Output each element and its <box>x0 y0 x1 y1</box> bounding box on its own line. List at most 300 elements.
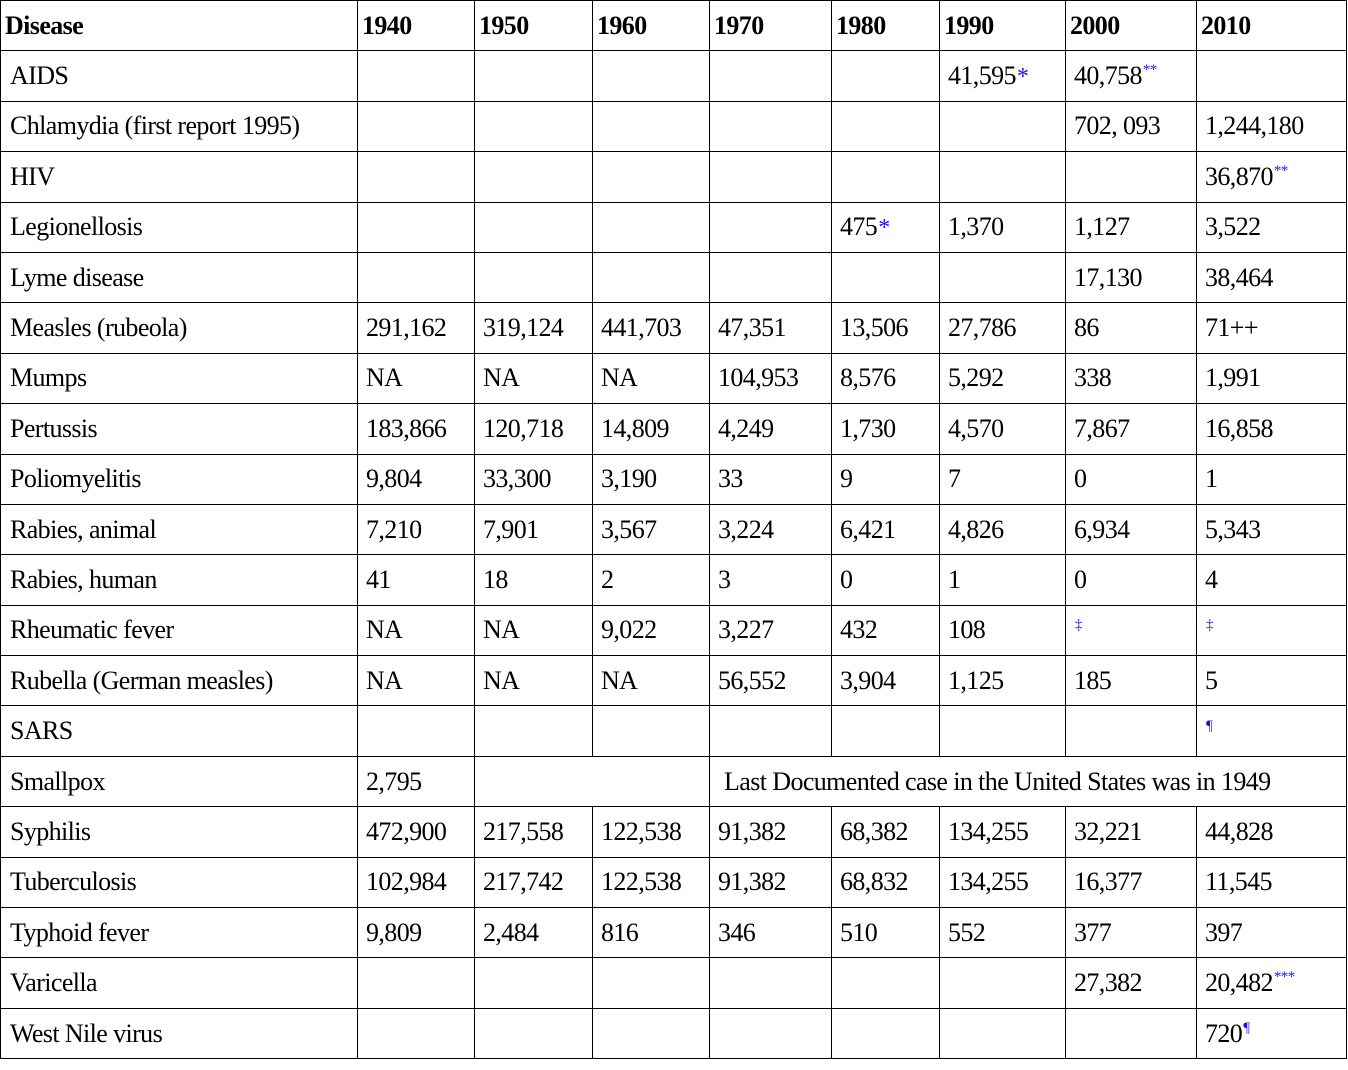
value-cell <box>710 504 832 554</box>
value-cell <box>940 908 1066 958</box>
disease-name-cell: Rubella (German measles) <box>1 656 358 706</box>
value-cell <box>710 807 832 857</box>
cell-value: 5 <box>1205 665 1218 695</box>
cell-value: 185 <box>1074 665 1112 695</box>
smallpox-note: Last Documented case in the United States was in 1949 <box>710 756 1347 806</box>
value-cell <box>710 706 832 756</box>
cell-value: 7,210 <box>366 514 422 544</box>
header-row <box>1 1 1347 51</box>
value-cell <box>1066 202 1197 252</box>
value-cell <box>940 101 1066 151</box>
value-cell <box>358 706 475 756</box>
disease-name-cell: Rabies, animal <box>1 504 358 554</box>
value-cell <box>940 404 1066 454</box>
value-cell <box>593 252 710 302</box>
value-cell <box>475 252 593 302</box>
disease-name-cell: AIDS <box>1 51 358 101</box>
value-cell <box>710 252 832 302</box>
value-cell <box>475 555 593 605</box>
value-cell <box>940 504 1066 554</box>
cell-value: 27,382 <box>1074 968 1142 998</box>
cell-value: 1,125 <box>948 665 1004 695</box>
empty-cell <box>475 756 710 806</box>
value-cell <box>593 656 710 706</box>
cell-value: 702, 093 <box>1074 111 1161 141</box>
value-cell <box>475 656 593 706</box>
cell-value: 397 <box>1205 917 1243 947</box>
value-cell <box>710 454 832 504</box>
value-cell <box>1066 555 1197 605</box>
cell-value: NA <box>483 363 520 393</box>
disease-name-cell: Syphilis <box>1 807 358 857</box>
value-cell <box>1066 958 1197 1008</box>
cell-value: 41 <box>366 564 391 594</box>
value-cell <box>593 454 710 504</box>
cell-value: 346 <box>718 917 756 947</box>
value-cell <box>1197 706 1347 756</box>
cell-value: 91,382 <box>718 867 786 897</box>
value-cell <box>710 152 832 202</box>
value-cell <box>940 605 1066 655</box>
value-cell <box>832 202 940 252</box>
value-cell <box>1066 908 1197 958</box>
value-cell <box>832 51 940 101</box>
value-cell <box>358 756 475 806</box>
value-cell <box>593 101 710 151</box>
value-cell <box>1197 908 1347 958</box>
cell-value: 183,866 <box>366 413 447 443</box>
value-cell <box>940 706 1066 756</box>
value-cell <box>832 1008 940 1058</box>
value-cell <box>940 252 1066 302</box>
cell-value: 86 <box>1074 313 1099 343</box>
value-cell <box>832 303 940 353</box>
value-cell <box>1066 706 1197 756</box>
disease-name-cell: Legionellosis <box>1 202 358 252</box>
value-cell <box>832 656 940 706</box>
value-cell <box>1197 605 1347 655</box>
column-header-1990: 1990 <box>940 1 1066 51</box>
value-cell <box>1197 101 1347 151</box>
footnote-mark: ** <box>1142 62 1157 79</box>
value-cell <box>940 152 1066 202</box>
value-cell <box>475 101 593 151</box>
value-cell <box>593 51 710 101</box>
value-cell <box>475 51 593 101</box>
value-cell <box>593 555 710 605</box>
footnote-mark: * <box>878 215 890 242</box>
value-cell <box>940 857 1066 907</box>
cell-value: 32,221 <box>1074 816 1142 846</box>
value-cell <box>358 404 475 454</box>
value-cell <box>593 807 710 857</box>
value-cell <box>593 404 710 454</box>
cell-value: 291,162 <box>366 313 447 343</box>
disease-name-cell: Chlamydia (first report 1995) <box>1 101 358 151</box>
value-cell <box>358 454 475 504</box>
cell-value: 2 <box>601 564 614 594</box>
value-cell <box>475 807 593 857</box>
value-cell <box>940 807 1066 857</box>
value-cell <box>358 504 475 554</box>
value-cell <box>1066 656 1197 706</box>
disease-name-cell: Measles (rubeola) <box>1 303 358 353</box>
value-cell <box>593 706 710 756</box>
value-cell <box>710 857 832 907</box>
disease-name-cell: Pertussis <box>1 404 358 454</box>
table-row <box>1 908 1347 958</box>
value-cell <box>593 353 710 403</box>
cell-value: 44,828 <box>1205 816 1273 846</box>
cell-value: 8,576 <box>840 363 896 393</box>
value-cell <box>832 252 940 302</box>
disease-name-cell: Rheumatic fever <box>1 605 358 655</box>
value-cell <box>1197 857 1347 907</box>
cell-value: 47,351 <box>718 313 786 343</box>
value-cell <box>358 857 475 907</box>
table-row <box>1 252 1347 302</box>
cell-value: 68,382 <box>840 816 908 846</box>
disease-name-cell: Poliomyelitis <box>1 454 358 504</box>
value-cell <box>1197 152 1347 202</box>
cell-value: NA <box>601 363 638 393</box>
column-header-1940: 1940 <box>358 1 475 51</box>
cell-value: 0 <box>1074 564 1087 594</box>
cell-value: 71++ <box>1205 313 1258 343</box>
table-row <box>1 756 1347 806</box>
table-row <box>1 656 1347 706</box>
table-body <box>1 51 1347 1059</box>
cell-value: 16,858 <box>1205 413 1273 443</box>
value-cell <box>1197 51 1347 101</box>
table-row <box>1 807 1347 857</box>
value-cell <box>358 656 475 706</box>
cell-value: 1,127 <box>1074 212 1130 242</box>
value-cell <box>710 202 832 252</box>
value-cell <box>1066 353 1197 403</box>
value-cell <box>593 857 710 907</box>
table-row <box>1 958 1347 1008</box>
value-cell <box>1066 504 1197 554</box>
cell-value: 1 <box>1205 464 1218 494</box>
value-cell <box>475 504 593 554</box>
disease-name-cell: Typhoid fever <box>1 908 358 958</box>
value-cell <box>1066 51 1197 101</box>
value-cell <box>710 51 832 101</box>
table-row <box>1 303 1347 353</box>
value-cell <box>1197 504 1347 554</box>
cell-value: 6,934 <box>1074 514 1130 544</box>
cell-value: NA <box>366 363 403 393</box>
value-cell <box>832 706 940 756</box>
value-cell <box>832 152 940 202</box>
value-cell <box>1197 807 1347 857</box>
cell-value: NA <box>366 665 403 695</box>
cell-value: 1,991 <box>1205 363 1261 393</box>
value-cell <box>1197 555 1347 605</box>
value-cell <box>358 353 475 403</box>
cell-value: 68,832 <box>840 867 908 897</box>
cell-value: NA <box>483 665 520 695</box>
value-cell <box>1197 656 1347 706</box>
value-cell <box>1066 454 1197 504</box>
value-cell <box>710 353 832 403</box>
cell-value: 510 <box>840 917 878 947</box>
value-cell <box>1197 303 1347 353</box>
cell-value: 720 <box>1205 1018 1243 1048</box>
table-row <box>1 353 1347 403</box>
value-cell <box>358 51 475 101</box>
table-row <box>1 51 1347 101</box>
value-cell <box>1066 404 1197 454</box>
value-cell <box>593 908 710 958</box>
value-cell <box>1066 252 1197 302</box>
value-cell <box>475 202 593 252</box>
value-cell <box>593 1008 710 1058</box>
cell-value: 9 <box>840 464 853 494</box>
value-cell <box>940 555 1066 605</box>
value-cell <box>475 908 593 958</box>
table-row <box>1 706 1347 756</box>
cell-value: 4 <box>1205 564 1218 594</box>
footnote-mark: ** <box>1273 163 1288 180</box>
cell-value: 1,730 <box>840 413 896 443</box>
value-cell <box>358 958 475 1008</box>
cell-value: 3 <box>718 564 731 594</box>
column-header-1950: 1950 <box>475 1 593 51</box>
cell-value: 1,244,180 <box>1205 111 1304 141</box>
table-row <box>1 504 1347 554</box>
cell-value: 18 <box>483 564 508 594</box>
cell-value: 17,130 <box>1074 262 1142 292</box>
value-cell <box>710 908 832 958</box>
cell-value: 3,904 <box>840 665 896 695</box>
value-cell <box>593 605 710 655</box>
footnote-mark: ‡ <box>1206 616 1213 633</box>
value-cell <box>832 353 940 403</box>
cell-value: 4,570 <box>948 413 1004 443</box>
value-cell <box>832 404 940 454</box>
cell-value: 377 <box>1074 917 1112 947</box>
value-cell <box>710 958 832 1008</box>
cell-value: 134,255 <box>948 867 1029 897</box>
cell-value: 33,300 <box>483 464 551 494</box>
value-cell <box>593 303 710 353</box>
value-cell <box>832 807 940 857</box>
cell-value: 102,984 <box>366 867 447 897</box>
cell-value: 120,718 <box>483 413 564 443</box>
cell-value: 9,022 <box>601 615 657 645</box>
table-row <box>1 857 1347 907</box>
footnote-mark: ‡ <box>1075 616 1082 633</box>
value-cell <box>832 605 940 655</box>
footnote-mark: ¶ <box>1243 1019 1250 1036</box>
value-cell <box>593 202 710 252</box>
cell-value: 27,786 <box>948 313 1016 343</box>
table-row <box>1 454 1347 504</box>
value-cell <box>1197 404 1347 454</box>
cell-value: 217,742 <box>483 867 564 897</box>
cell-value: 91,382 <box>718 816 786 846</box>
cell-value: 3,190 <box>601 464 657 494</box>
value-cell <box>1066 152 1197 202</box>
footnote-mark: *** <box>1273 969 1295 986</box>
value-cell <box>832 504 940 554</box>
cell-value: 319,124 <box>483 313 564 343</box>
disease-name-cell: SARS <box>1 706 358 756</box>
footnote-mark: * <box>1016 64 1029 91</box>
value-cell <box>358 605 475 655</box>
value-cell <box>832 908 940 958</box>
cell-value: 104,953 <box>718 363 799 393</box>
value-cell <box>832 101 940 151</box>
cell-value: NA <box>366 615 403 645</box>
value-cell <box>1066 303 1197 353</box>
cell-value: 472,900 <box>366 816 447 846</box>
cell-value: 16,377 <box>1074 867 1142 897</box>
cell-value: 4,826 <box>948 514 1004 544</box>
value-cell <box>358 152 475 202</box>
cell-value: 41,595 <box>948 61 1016 91</box>
value-cell <box>593 152 710 202</box>
disease-name-cell: Rabies, human <box>1 555 358 605</box>
value-cell <box>1197 353 1347 403</box>
table-row <box>1 555 1347 605</box>
table-row <box>1 101 1347 151</box>
value-cell <box>475 706 593 756</box>
cell-value: 7 <box>948 464 961 494</box>
cell-value: 816 <box>601 917 639 947</box>
value-cell <box>940 51 1066 101</box>
value-cell <box>832 857 940 907</box>
value-cell <box>475 958 593 1008</box>
cell-value: 2,795 <box>366 766 422 796</box>
value-cell <box>710 303 832 353</box>
cell-value: 5,343 <box>1205 514 1261 544</box>
cell-value: 1,370 <box>948 212 1004 242</box>
cell-value: 3,567 <box>601 514 657 544</box>
cell-value: 40,758 <box>1074 61 1142 91</box>
cell-value: 1 <box>948 564 961 594</box>
table-row <box>1 1008 1347 1058</box>
disease-name-cell: Smallpox <box>1 756 358 806</box>
disease-name-cell: Tuberculosis <box>1 857 358 907</box>
cell-value: 36,870 <box>1205 161 1273 191</box>
value-cell <box>710 656 832 706</box>
value-cell <box>475 404 593 454</box>
cell-value: 9,809 <box>366 917 422 947</box>
cell-value: 3,224 <box>718 514 774 544</box>
disease-name-cell: Varicella <box>1 958 358 1008</box>
value-cell <box>832 958 940 1008</box>
value-cell <box>1066 807 1197 857</box>
column-header-1960: 1960 <box>593 1 710 51</box>
cell-value: 217,558 <box>483 816 564 846</box>
value-cell <box>358 303 475 353</box>
value-cell <box>475 857 593 907</box>
cell-value: 3,227 <box>718 615 774 645</box>
value-cell <box>1197 454 1347 504</box>
disease-name-cell: West Nile virus <box>1 1008 358 1058</box>
value-cell <box>710 605 832 655</box>
disease-name-cell: HIV <box>1 152 358 202</box>
cell-value: 9,804 <box>366 464 422 494</box>
cell-value: 432 <box>840 615 878 645</box>
column-header-2000: 2000 <box>1066 1 1197 51</box>
value-cell <box>832 454 940 504</box>
cell-value: 0 <box>840 564 853 594</box>
table-row <box>1 152 1347 202</box>
column-header-1970: 1970 <box>710 1 832 51</box>
value-cell <box>358 101 475 151</box>
value-cell <box>940 202 1066 252</box>
cell-value: 5,292 <box>948 363 1004 393</box>
cell-value: 338 <box>1074 363 1112 393</box>
cell-value: 33 <box>718 464 743 494</box>
value-cell <box>940 353 1066 403</box>
cell-value: 14,809 <box>601 413 669 443</box>
value-cell <box>940 656 1066 706</box>
value-cell <box>1066 101 1197 151</box>
cell-value: 7,901 <box>483 514 539 544</box>
value-cell <box>475 303 593 353</box>
cell-value: 11,545 <box>1205 867 1272 897</box>
value-cell <box>593 504 710 554</box>
column-header-2010: 2010 <box>1197 1 1347 51</box>
cell-value: NA <box>483 615 520 645</box>
value-cell <box>710 555 832 605</box>
value-cell <box>1066 1008 1197 1058</box>
cell-value: 38,464 <box>1205 262 1273 292</box>
footnote-mark: ¶ <box>1206 717 1213 734</box>
cell-value: 4,249 <box>718 413 774 443</box>
value-cell <box>1197 1008 1347 1058</box>
cell-value: 20,482 <box>1205 968 1273 998</box>
disease-name-cell: Mumps <box>1 353 358 403</box>
value-cell <box>593 958 710 1008</box>
value-cell <box>710 404 832 454</box>
value-cell <box>1197 202 1347 252</box>
value-cell <box>358 1008 475 1058</box>
cell-value: NA <box>601 665 638 695</box>
value-cell <box>358 807 475 857</box>
value-cell <box>475 605 593 655</box>
cell-value: 122,538 <box>601 816 682 846</box>
value-cell <box>1197 958 1347 1008</box>
value-cell <box>475 152 593 202</box>
cell-value: 56,552 <box>718 665 786 695</box>
cell-value: 6,421 <box>840 514 896 544</box>
value-cell <box>475 353 593 403</box>
value-cell <box>1066 857 1197 907</box>
value-cell <box>940 303 1066 353</box>
value-cell <box>358 202 475 252</box>
value-cell <box>475 454 593 504</box>
value-cell <box>710 101 832 151</box>
cell-value: 134,255 <box>948 816 1029 846</box>
column-header-1980: 1980 <box>832 1 940 51</box>
cell-value: 441,703 <box>601 313 682 343</box>
value-cell <box>832 555 940 605</box>
cell-value: 0 <box>1074 464 1087 494</box>
value-cell <box>475 1008 593 1058</box>
value-cell <box>358 555 475 605</box>
cell-value: 13,506 <box>840 313 908 343</box>
cell-value: 475 <box>840 212 878 242</box>
cell-value: 3,522 <box>1205 212 1261 242</box>
table-row <box>1 404 1347 454</box>
value-cell <box>940 454 1066 504</box>
